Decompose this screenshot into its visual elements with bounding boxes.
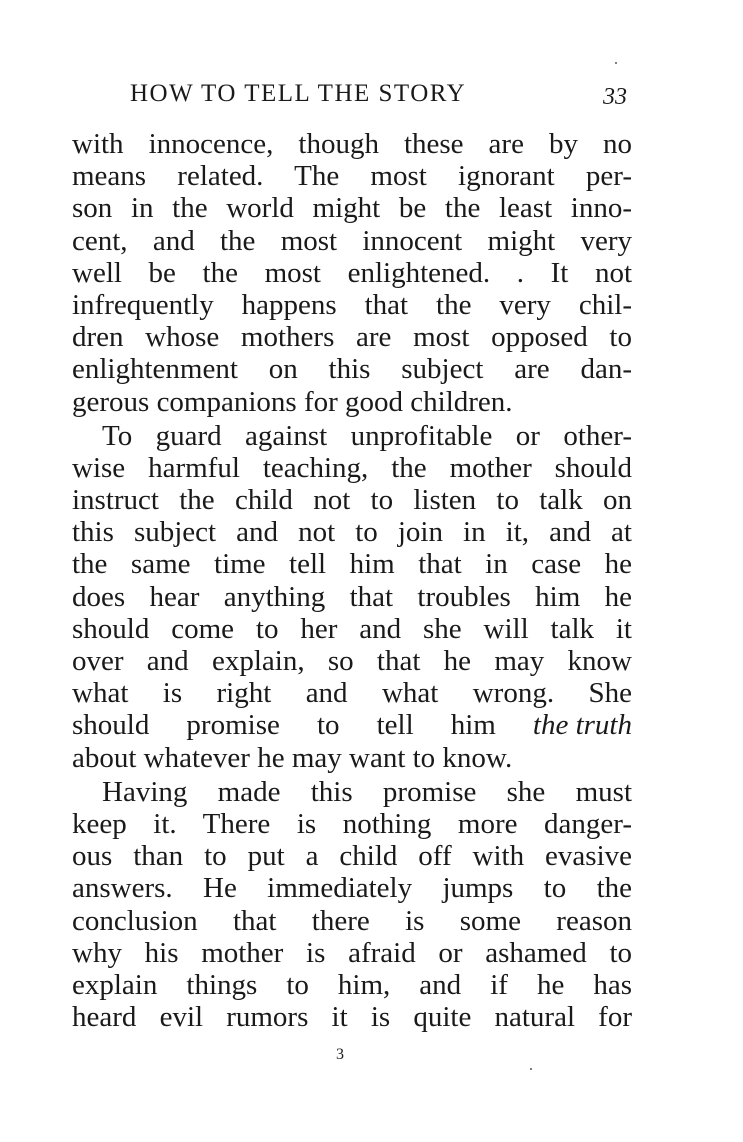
text-line: gerous companions for good children. xyxy=(72,385,513,418)
text-line: explain things to him, and if he has xyxy=(72,968,632,1001)
text-line: son in the world might be the least inno- xyxy=(72,192,632,225)
print-speck xyxy=(615,62,617,64)
text-line: what is right and what wrong. She xyxy=(72,677,632,710)
text-line: over and explain, so that he may know xyxy=(72,645,632,677)
text-line: ous than to put a child off with evasive xyxy=(72,840,632,873)
text-line: Having made this promise she must xyxy=(102,775,632,808)
text-line: infrequently happens that the very chil- xyxy=(72,288,632,321)
text-line: with innocence, though these are by no xyxy=(72,128,632,160)
text-line: To guard against unprofitable or other- xyxy=(102,419,632,452)
text-line: means related. The most ignorant per- xyxy=(72,160,632,193)
text-line-emphasis xyxy=(72,709,632,741)
signature-mark: 3 xyxy=(336,1046,344,1063)
text-line: the same time tell him that in case he xyxy=(72,548,632,581)
running-head xyxy=(130,80,630,116)
text-line: heard evil rumors it is quite natural for xyxy=(72,1001,632,1034)
text-line: well be the most enlightened. . It not xyxy=(72,256,632,289)
text-line: this subject and not to join in it, and at xyxy=(72,516,632,549)
body-text xyxy=(72,128,632,1033)
text-line: does hear anything that troubles him he xyxy=(72,580,632,613)
page-number: 33 xyxy=(603,84,627,110)
word: to xyxy=(316,709,340,742)
text-line: why his mother is afraid or ashamed to xyxy=(72,936,632,969)
word: promise xyxy=(186,709,280,742)
word: tell xyxy=(376,709,414,742)
text-line: wise harmful teaching, the mother should xyxy=(72,451,632,484)
italic-emphasis: the truth xyxy=(532,709,632,742)
word: should xyxy=(72,709,150,742)
running-title: HOW TO TELL THE STORY xyxy=(130,80,467,107)
text-line: keep it. There is nothing more danger- xyxy=(72,807,632,840)
print-speck xyxy=(530,1068,532,1070)
text-line: cent, and the most innocent might very xyxy=(72,224,632,257)
text-line: conclusion that there is some reason xyxy=(72,904,632,937)
word: him xyxy=(450,709,496,742)
text-line: should come to her and she will talk it xyxy=(72,612,632,645)
text-line: dren whose mothers are most opposed to xyxy=(72,321,632,354)
text-line: instruct the child not to listen to talk on xyxy=(72,484,632,517)
text-line: enlightenment on this subject are dan- xyxy=(72,353,632,386)
text-line: answers. He immediately jumps to the xyxy=(72,872,632,905)
text-line: about whatever he may want to know. xyxy=(72,741,513,774)
